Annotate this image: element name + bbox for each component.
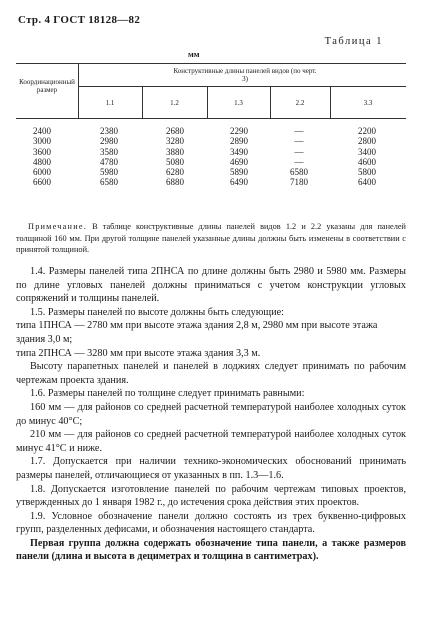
length-column-1-3 xyxy=(212,126,266,188)
length-column-2-2 xyxy=(272,126,326,188)
column-divider-3 xyxy=(270,86,271,118)
table-cell: 2800 xyxy=(358,136,376,147)
table-cell: 4690 xyxy=(230,156,248,167)
coord-column-divider xyxy=(78,63,79,118)
paragraph: 1.6. Размеры панелей по толщине следует принимать равными: xyxy=(30,388,305,400)
paragraph: Высоту парапетных панелей и панелей в лоджиях следует принимать по рабочим чертежам проекта здания. xyxy=(16,361,406,386)
table-cell: 2680 xyxy=(166,126,184,136)
paragraph: 210 мм — для районов со средней расчетной температурой наиболее холодных суток минус 41°С и ниже. xyxy=(16,429,406,454)
table-cell: 2890 xyxy=(230,136,248,147)
table-cell: 2980 xyxy=(100,136,118,147)
table-cell: 3600 xyxy=(33,146,51,157)
table-cell: — xyxy=(294,136,304,147)
table-cell: 3580 xyxy=(100,146,118,157)
header-bottom-rule xyxy=(16,118,406,119)
table-cell: — xyxy=(294,156,304,167)
length-column-1-1 xyxy=(82,126,136,188)
paragraph: 160 мм — для районов со средней расчетной температурой наиболее холодных суток до минус 40°С; xyxy=(16,401,406,427)
table-cell: 5890 xyxy=(230,167,248,178)
column-divider-1 xyxy=(142,86,143,118)
table-cell: 2200 xyxy=(358,126,376,136)
paragraph: типа 2ПНСА — 3280 мм при высоте этажа здания 3,3 м. xyxy=(16,347,261,359)
table-cell: 6280 xyxy=(166,167,184,178)
group-header: Конструктивные длины панелей видов (по черт. 3) xyxy=(173,67,317,83)
table-cell: 6490 xyxy=(230,177,248,188)
table-note xyxy=(16,221,406,256)
subheader-1-2: 1.2 xyxy=(170,99,179,107)
paragraph: 1.8. Допускается изготовление панелей по рабочим чертежам типовых проектов, утвержденных до 1 января 1982 г., до истечения срока действия этих проектов. xyxy=(16,483,406,509)
table-cell: 7180 xyxy=(290,177,308,188)
table-top-rule xyxy=(16,63,406,64)
column-divider-2 xyxy=(207,86,208,118)
table-cell: 2290 xyxy=(230,126,248,136)
paragraph: 1.5. Размеры панелей по высоте должны быть следующие: xyxy=(30,306,284,318)
coord-size-column xyxy=(18,126,66,188)
table-cell: 4600 xyxy=(358,156,376,167)
coord-header: Координационный размер xyxy=(19,78,75,94)
table-cell: — xyxy=(294,146,304,157)
note-text: В таблице конструктивные длины панелей видов 1.2 и 2.2 указаны для панелей толщиной 160 мм. При другой толщине панелей указанные длины должны быть изменены в соответствии с принятой толщиной. xyxy=(16,222,406,254)
table-cell: 3880 xyxy=(166,146,184,157)
subheader-2-2: 2.2 xyxy=(295,99,305,107)
paragraph: 1.4. Размеры панелей типа 2ПНСА по длине должны быть 2980 и 5980 мм. Размеры по длине угловых панелей должны приниматься с учетом конструкции угловых сопряжений и толщины панелей. xyxy=(16,266,406,305)
table-cell: 6400 xyxy=(358,177,376,188)
table-cell: 4780 xyxy=(100,156,118,167)
table-cell: 6000 xyxy=(33,167,51,178)
table-cell: 5980 xyxy=(100,167,118,178)
table-cell: 6580 xyxy=(290,167,308,178)
table-cell: 3000 xyxy=(33,136,51,147)
table-cell: 5080 xyxy=(166,156,184,167)
subheader-3-3: 3.3 xyxy=(363,99,373,107)
table-cell: — xyxy=(294,126,304,136)
table-cell: 4800 xyxy=(33,156,51,167)
body-text xyxy=(16,265,406,564)
table-cell: 6880 xyxy=(166,177,184,188)
column-divider-4 xyxy=(330,86,331,118)
page-header: Стр. 4 ГОСТ 18128—82 xyxy=(18,14,141,26)
table-cell: 3490 xyxy=(230,146,248,157)
table-unit: мм xyxy=(188,49,200,59)
table-cell: 6580 xyxy=(100,177,118,188)
table-cell: 3400 xyxy=(358,146,376,157)
note-label: Примечание. xyxy=(28,222,87,231)
table-cell: 5800 xyxy=(358,167,376,178)
table-cell: 2400 xyxy=(33,126,51,136)
paragraph: Первая группа должна содержать обозначение типа панели, а также размеров панели (длина и высота в дециметрах и толщина в сантиметрах). xyxy=(16,537,406,563)
group-header-rule xyxy=(78,86,406,87)
paragraph: 1.7. Допускается при наличии технико-экономических обоснований принимать размеры панелей, отличающиеся от указанных в пп. 1.3—1.6. xyxy=(16,456,406,481)
paragraph: 1.9. Условное обозначение панели должно состоять из трех буквенно-цифровых групп, разделенных дефисами, и обозначения настоящего стандарта. xyxy=(16,510,406,536)
length-column-1-2 xyxy=(148,126,202,188)
length-column-3-3 xyxy=(340,126,394,188)
table-cell: 3280 xyxy=(166,136,184,147)
paragraph: типа 1ПНСА — 2780 мм при высоте этажа здания 2,8 м, 2980 мм при высоте этажа здания 3,0 м; xyxy=(16,320,378,345)
table-number: Таблица 1 xyxy=(324,36,383,47)
subheader-1-1: 1.1 xyxy=(105,99,115,107)
table-cell: 6600 xyxy=(33,177,51,188)
subheader-1-3: 1.3 xyxy=(234,99,243,107)
table-cell: 2380 xyxy=(100,126,118,136)
